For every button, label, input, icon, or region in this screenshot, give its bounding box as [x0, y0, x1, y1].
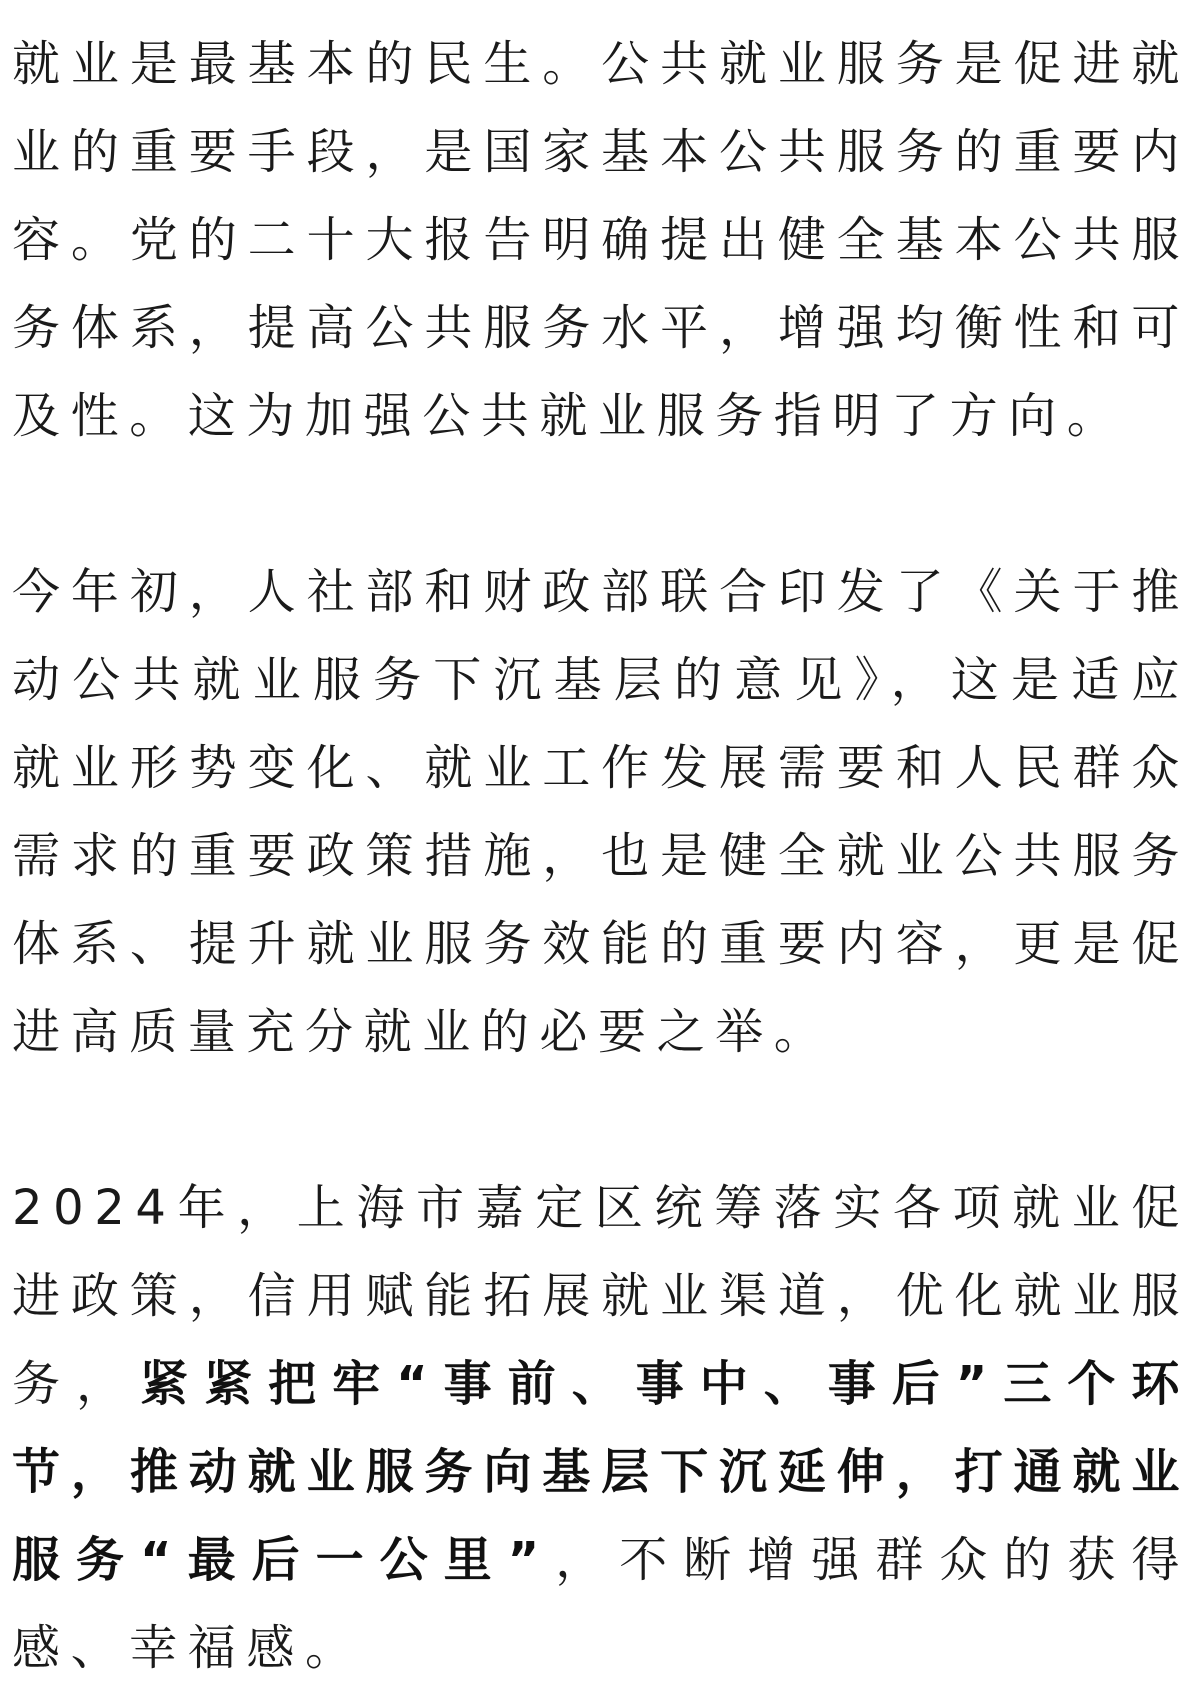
paragraph-2-text: 今年初，人社部和财政部联合印发了《关于推动公共就业服务下沉基层的意见》，这是适应就业形势变化、就业工作发展需要和人民群众需求的重要政策措施，也是健全就业公共服务体系、提升就业服务效能的重要内容，更是促进高质量充分就业的必要之举。	[12, 564, 1190, 1060]
paragraph-3-text-start: 2024年，上海市嘉定区统筹落实各项就业促进政策，信用赋能拓展就业渠道，优化就业服务，	[12, 1180, 1190, 1412]
paragraph-1	[12, 0, 1190, 460]
paragraph-1-text: 就业是最基本的民生。公共就业服务是促进就业的重要手段，是国家基本公共服务的重要内容。党的二十大报告明确提出健全基本公共服务体系，提高公共服务水平，增强均衡性和可及性。这为加强公共就业服务指明了方向。	[12, 36, 1190, 444]
paragraph-2	[12, 548, 1190, 1076]
paragraph-3-text-end: ，不断增强群众的获得感、幸福感。	[12, 1532, 1190, 1676]
paragraph-3-bold-highlight: 紧紧把牢“事前、事中、事后”三个环节，推动就业服务向基层下沉延伸，打通就业服务“最后一公里”	[12, 1356, 1191, 1588]
article-body	[12, 0, 1190, 1692]
paragraph-3	[12, 1164, 1190, 1692]
